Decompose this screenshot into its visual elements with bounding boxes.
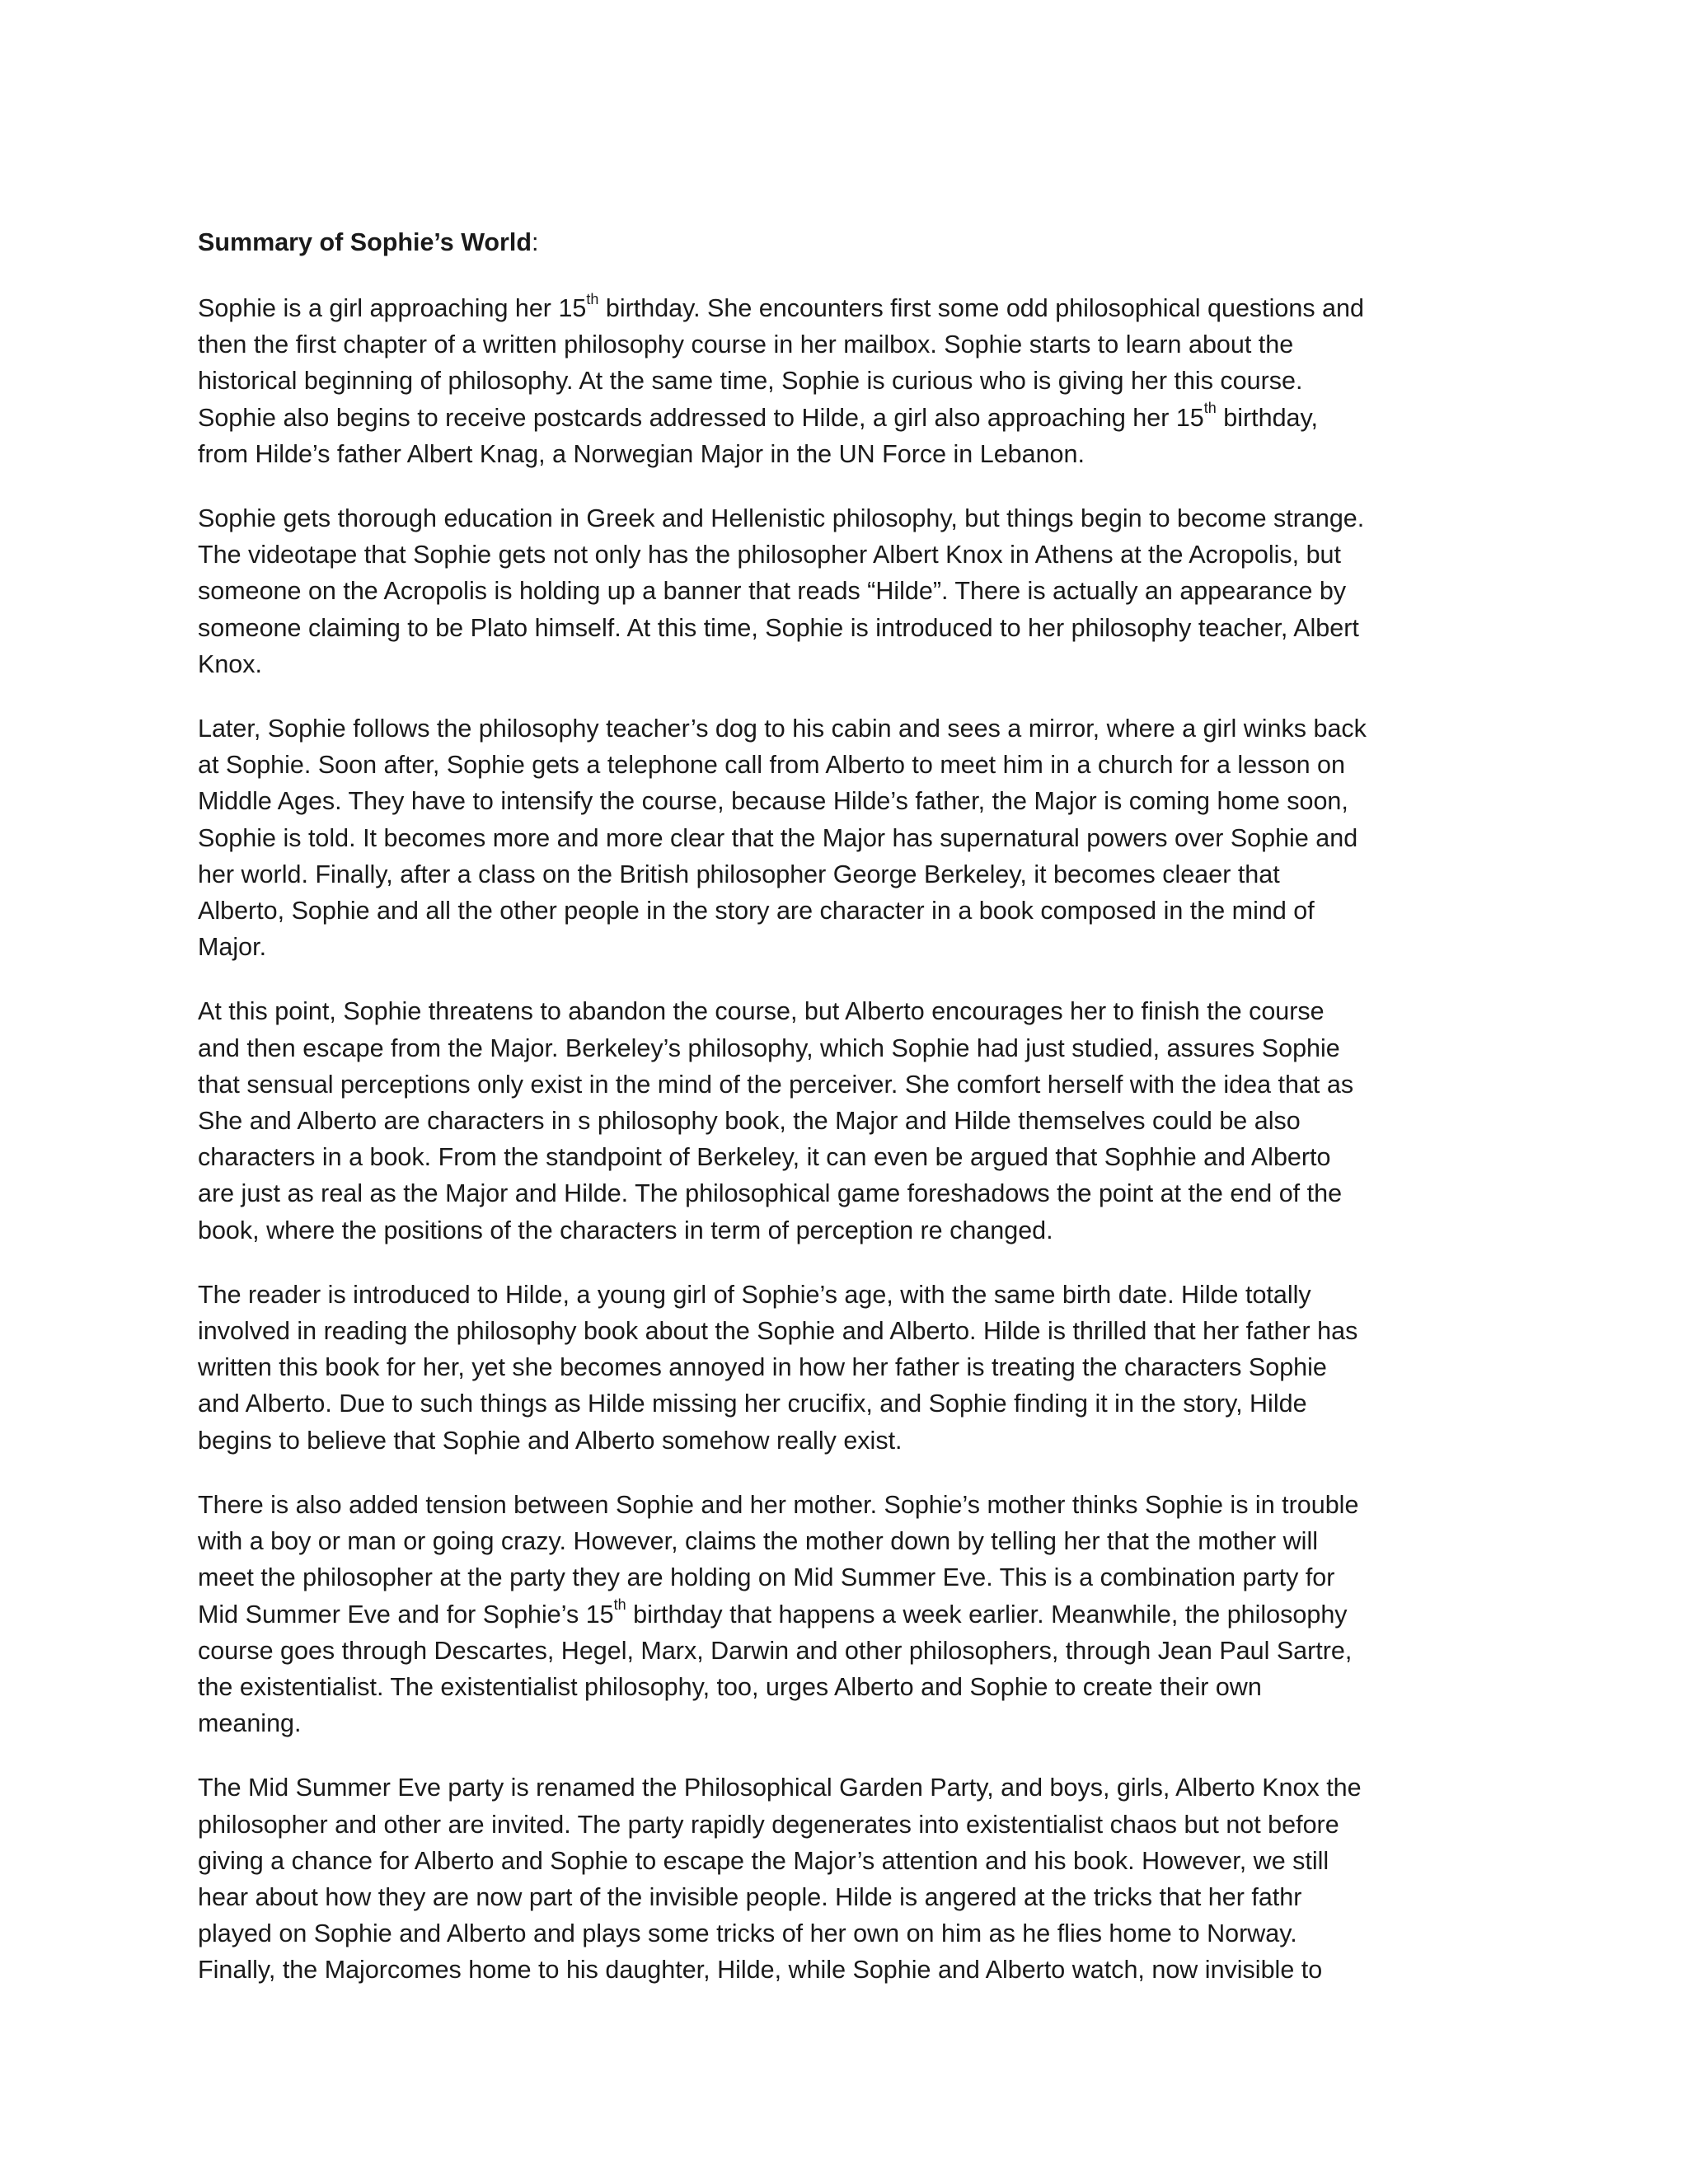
text-line — [198, 1807, 1493, 1843]
text-segment: The Mid Summer Eve party is renamed the Philosophical Garden Party, and boys, girls, Alberto Knox the — [198, 1774, 1362, 1802]
text-segment: Major. — [198, 933, 267, 962]
text-line — [198, 363, 1493, 399]
text-line — [198, 400, 1493, 436]
text-segment: At this point, Sophie threatens to abandon the course, but Alberto encourages her to finish the course — [198, 997, 1325, 1026]
text-segment: birthday that happens a week earlier. Meanwhile, the philosophy — [626, 1600, 1348, 1629]
text-segment: historical beginning of philosophy. At the same time, Sophie is curious who is giving her this course. — [198, 367, 1303, 396]
superscript: th — [586, 290, 599, 307]
text-segment: Middle Ages. They have to intensify the course, because Hilde’s father, the Major is coming home soon, — [198, 787, 1348, 816]
text-line — [198, 1103, 1493, 1139]
text-segment: philosopher and other are invited. The party rapidly degenerates into existentialist chaos but not before — [198, 1810, 1339, 1839]
text-line — [198, 1879, 1493, 1915]
text-line — [198, 1212, 1493, 1249]
superscript: th — [613, 1596, 626, 1614]
paragraph — [198, 500, 1493, 682]
text-segment: Knox. — [198, 649, 262, 678]
text-segment: There is also added tension between Sophie and her mother. Sophie’s mother thinks Sophie is in trouble — [198, 1490, 1359, 1519]
text-segment: birthday, — [1216, 403, 1318, 432]
paragraph — [198, 1487, 1493, 1741]
text-segment: written this book for her, yet she becomes annoyed in how her father is treating the characters Sophie — [198, 1353, 1327, 1382]
text-line — [198, 1066, 1493, 1103]
text-segment: Later, Sophie follows the philosophy teacher’s dog to his cabin and sees a mirror, where a girl winks back — [198, 715, 1367, 743]
text-line — [198, 1349, 1493, 1385]
text-segment: course goes through Descartes, Hegel, Marx, Darwin and other philosophers, through Jean Paul Sartre, — [198, 1636, 1353, 1665]
superscript: th — [1203, 400, 1217, 417]
text-line — [198, 893, 1493, 929]
text-segment: Alberto, Sophie and all the other people in the story are character in a book composed in the mind of — [198, 897, 1315, 926]
text-segment: Sophie also begins to receive postcards addressed to Hilde, a girl also approaching her 15 — [198, 403, 1204, 432]
text-line — [198, 1313, 1493, 1349]
text-line — [198, 1596, 1493, 1633]
text-segment: Finally, the Majorcomes home to his daughter, Hilde, while Sophie and Alberto watch, now invisible to — [198, 1956, 1323, 1985]
text-line — [198, 1487, 1493, 1523]
paragraphs — [198, 290, 1493, 1989]
text-segment: Sophie is a girl approaching her 15 — [198, 294, 587, 322]
heading-suffix: : — [532, 228, 539, 256]
text-line — [198, 783, 1493, 819]
text-line — [198, 1277, 1493, 1313]
text-line — [198, 1139, 1493, 1175]
text-segment: book, where the positions of the characters in term of perception re changed. — [198, 1216, 1053, 1244]
text-line — [198, 747, 1493, 783]
text-segment: the existentialist. The existentialist philosophy, too, urges Alberto and Sophie to create their own — [198, 1672, 1262, 1701]
text-segment: hear about how they are now part of the invisible people. Hilde is angered at the tricks that her fathr — [198, 1882, 1302, 1911]
text-segment: characters in a book. From the standpoint of Berkeley, it can even be argued that Sophhie and Alberto — [198, 1143, 1331, 1172]
paragraph — [198, 1277, 1493, 1459]
text-line — [198, 326, 1493, 363]
text-segment: from Hilde’s father Albert Knag, a Norwegian Major in the UN Force in Lebanon. — [198, 439, 1085, 468]
paragraph — [198, 710, 1493, 965]
heading-title: Summary of Sophie’s World — [198, 228, 532, 256]
text-line — [198, 1633, 1493, 1669]
text-line — [198, 1523, 1493, 1559]
paragraph — [198, 993, 1493, 1248]
text-segment: played on Sophie and Alberto and plays some tricks of her own on him as he flies home to Norway. — [198, 1919, 1297, 1948]
text-segment: her world. Finally, after a class on the British philosopher George Berkeley, it becomes cleaer that — [198, 860, 1280, 888]
text-line — [198, 537, 1493, 573]
text-segment: at Sophie. Soon after, Sophie gets a telephone call from Alberto to meet him in a church for a lesson on — [198, 751, 1345, 780]
text-line — [198, 929, 1493, 965]
text-segment: with a boy or man or going crazy. However, claims the mother down by telling her that the mother will — [198, 1527, 1318, 1556]
paragraph — [198, 1769, 1493, 1988]
text-segment: birthday. She encounters first some odd philosophical questions and — [598, 294, 1364, 322]
text-line — [198, 1952, 1493, 1988]
text-line — [198, 1669, 1493, 1705]
text-segment: someone on the Acropolis is holding up a banner that reads “Hilde”. There is actually an appearance by — [198, 577, 1347, 606]
text-line — [198, 1915, 1493, 1952]
text-line — [198, 856, 1493, 893]
text-segment: that sensual perceptions only exist in the mind of the perceiver. She comfort herself with the idea that as — [198, 1070, 1354, 1099]
text-line — [198, 1422, 1493, 1459]
text-segment: meet the philosopher at the party they are holding on Mid Summer Eve. This is a combination party for — [198, 1563, 1335, 1592]
text-segment: someone claiming to be Plato himself. At this time, Sophie is introduced to her philosophy teacher, Albert — [198, 613, 1359, 642]
paragraph — [198, 290, 1493, 472]
text-line — [198, 993, 1493, 1029]
text-segment: The reader is introduced to Hilde, a young girl of Sophie’s age, with the same birth date. Hilde totally — [198, 1280, 1311, 1309]
text-segment: then the first chapter of a written philosophy course in her mailbox. Sophie starts to learn about the — [198, 330, 1294, 359]
text-segment: She and Alberto are characters in s philosophy book, the Major and Hilde themselves could be also — [198, 1107, 1301, 1136]
text-line — [198, 1175, 1493, 1212]
text-line — [198, 1559, 1493, 1596]
text-segment: giving a chance for Alberto and Sophie to escape the Major’s attention and his book. However, we still — [198, 1846, 1329, 1875]
text-line — [198, 1030, 1493, 1066]
text-line — [198, 610, 1493, 646]
text-segment: The videotape that Sophie gets not only has the philosopher Albert Knox in Athens at the Acropolis, but — [198, 541, 1341, 569]
text-line — [198, 500, 1493, 537]
text-line — [198, 1385, 1493, 1422]
text-line — [198, 1843, 1493, 1879]
text-segment: meaning. — [198, 1709, 302, 1738]
text-segment: Mid Summer Eve and for Sophie’s 15 — [198, 1600, 614, 1629]
text-line — [198, 646, 1493, 682]
text-line — [198, 436, 1493, 472]
text-line — [198, 573, 1493, 609]
text-line — [198, 820, 1493, 856]
text-segment: involved in reading the philosophy book about the Sophie and Alberto. Hilde is thrilled that her father has — [198, 1317, 1358, 1346]
text-segment: begins to believe that Sophie and Alberto somehow really exist. — [198, 1426, 903, 1455]
text-segment: and then escape from the Major. Berkeley’s philosophy, which Sophie had just studied, assures Sophie — [198, 1033, 1340, 1062]
text-segment: Sophie is told. It becomes more and more clear that the Major has supernatural powers over Sophie and — [198, 823, 1358, 852]
document-body — [198, 224, 1493, 2017]
text-line — [198, 1705, 1493, 1741]
text-line — [198, 1769, 1493, 1806]
text-segment: Sophie gets thorough education in Greek and Hellenistic philosophy, but things begin to become strange. — [198, 504, 1365, 533]
text-line — [198, 290, 1493, 326]
text-segment: are just as real as the Major and Hilde. The philosophical game foreshadows the point at the end of the — [198, 1179, 1343, 1208]
document-heading — [198, 224, 1493, 260]
text-segment: and Alberto. Due to such things as Hilde missing her crucifix, and Sophie finding it in the story, Hilde — [198, 1390, 1307, 1418]
text-line — [198, 710, 1493, 747]
